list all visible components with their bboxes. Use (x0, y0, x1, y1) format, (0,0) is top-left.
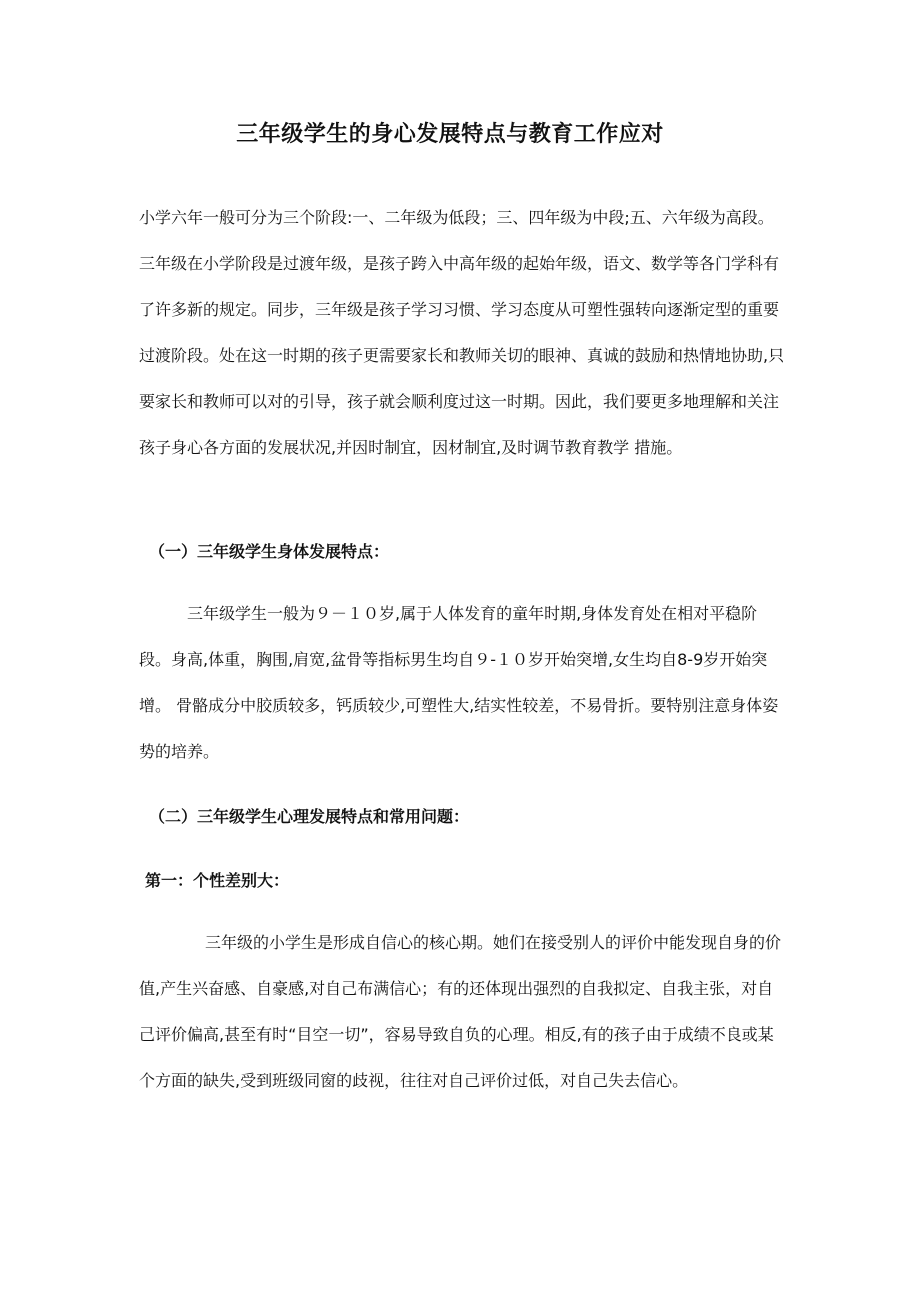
subsection1-body: 三年级的小学生是形成自信心的核心期。她们在接受别人的评价中能发现自身的价值,产生兴奋感、自豪感,对自己布满信心；有的还体现出强烈的自我拟定、自我主张，对自己评价偏高,甚至有时“目空一切”，容易导致自负的心理。相反,有的孩子由于成绩不良或某个方面的缺失,受到班级同窗的歧视，往往对自己评价过低，对自己失去信心。 (139, 933, 782, 1090)
subsection1-heading: 第一：个性差别大： (145, 871, 290, 890)
intro-paragraph: 小学六年一般可分为三个阶段:一、二年级为低段；三、四年级为中段;五、六年级为高段。三年级在小学阶段是过渡年级，是孩子跨入中高年级的起始年级，语文、数学等各门学科有了许多新的规定。同步，三年级是孩子学习习惯、学习态度从可塑性强转向逐渐定型的重要过渡阶段。处在这一时期的孩子更需要家长和教师关切的眼神、真诚的鼓励和热情地协助,只要家长和教师可以对的引导，孩子就会顺利度过这一时期。因此，我们要更多地理解和关注孩子身心各方面的发展状况,并因时制宜，因材制宜,及时调节教育教学 措施。 (139, 208, 785, 457)
section1-heading: （一）三年级学生身体发展特点： (149, 542, 390, 561)
section1-body: 三年级学生一般为９－１０岁,属于人体发育的童年时期,身体发育处在相对平稳阶段。身高,体重，胸围,肩宽,盆骨等指标男生均自９-１０岁开始突增,女生均自8-9岁开始突增。 骨骼成分中胶质较多，钙质较少,可塑性大,结实性较差，不易骨折。要特别注意身体姿势的培养。 (139, 604, 779, 761)
section2-heading: （二）三年级学生心理发展特点和常用问题： (149, 807, 470, 826)
document-title: 三年级学生的身心发展特点与教育工作应对 (236, 122, 664, 147)
